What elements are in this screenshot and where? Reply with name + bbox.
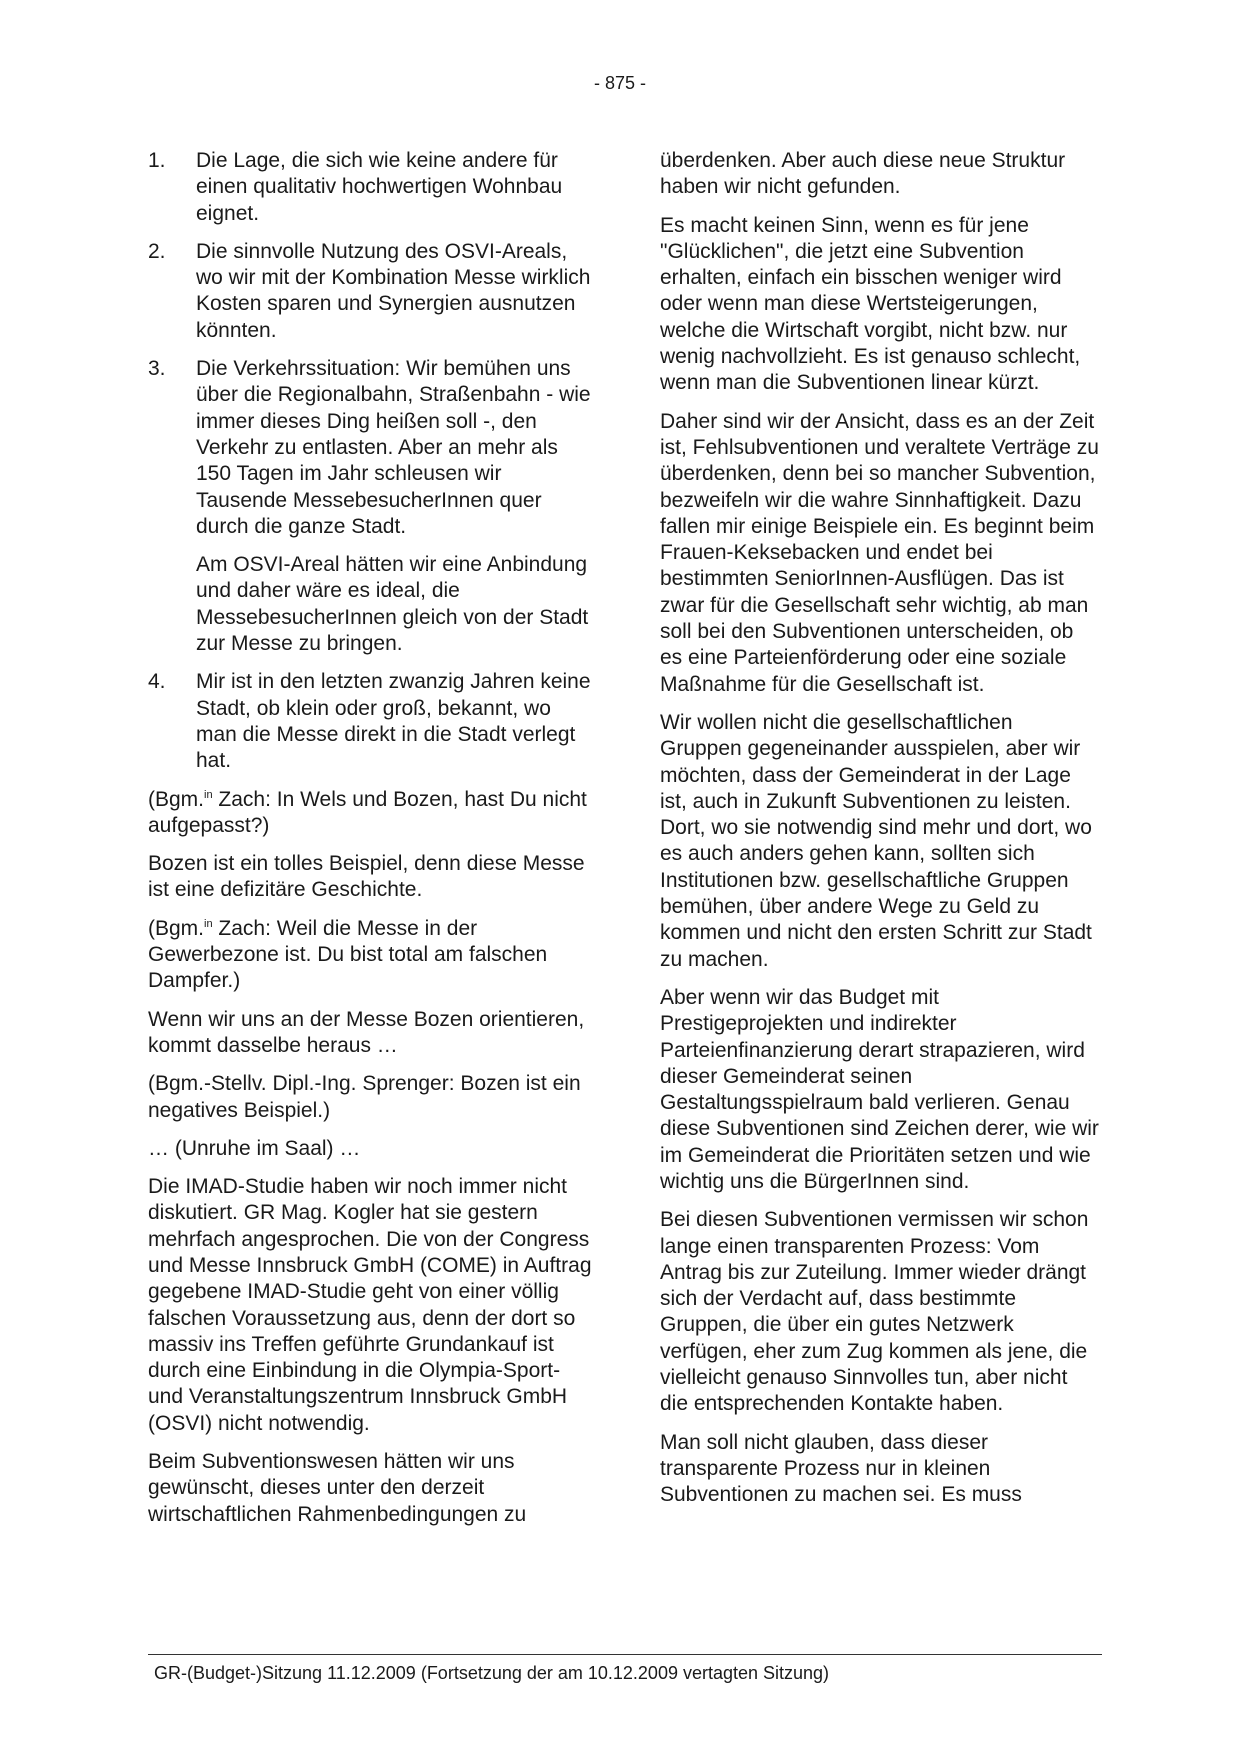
- list-number: 3.: [148, 357, 166, 381]
- list-number: 4.: [148, 670, 166, 694]
- paragraph: Man soll nicht glauben, dass dieser transparente Prozess nur in kleinen Subventionen zu machen sei. Es muss: [660, 1430, 1022, 1507]
- paragraph: Beim Subventionswesen hätten wir uns gewünscht, dieses unter den derzeit wirtschaftlichen Rahmenbedingungen zu: [148, 1450, 527, 1526]
- interjection-prefix: (Bgm.: [148, 916, 205, 940]
- superscript: in: [204, 788, 213, 801]
- list-item-text: Mir ist in den letzten zwanzig Jahren keine Stadt, ob klein oder groß, bekannt, wo man die Messe direkt in die Stadt verlegt hat.: [196, 670, 591, 773]
- paragraph: Daher sind wir der Ansicht, dass es an der Zeit ist, Fehlsubventionen und veraltete Verträge zu überdenken, denn bei so mancher Subvention, bezweifeln wir die wahre Sinnhaftigkeit. Dazu fallen mir einige Beispiele ein. Es beginnt beim Frauen-Keksebacken und endet bei bestimmten SeniorInnen-Ausflügen. Das ist zwar für die Gesellschaft sehr wichtig, ab man soll bei den Subventionen unterscheiden, ob es eine Parteienförderung oder eine soziale Maßnahme für die Gesellschaft ist.: [660, 409, 1099, 696]
- list-item-text: Die Verkehrssituation: Wir bemühen uns über die Regionalbahn, Straßenbahn - wie immer dieses Ding heißen soll -, den Verkehr zu entlasten. Aber an mehr als 150 Tagen im Jahr schleusen wir Tausende MessebesucherInnen quer durch die ganze Stadt.: [196, 357, 591, 538]
- list-item: [148, 356, 595, 540]
- interjection-prefix: (Bgm.: [148, 787, 205, 811]
- footer-rule: [148, 1654, 1102, 1655]
- interjection-text: Zach: In Wels und Bozen, hast Du nicht aufgepasst?): [148, 787, 587, 837]
- paragraph: Aber wenn wir das Budget mit Prestigeprojekten und indirekter Parteienfinanzierung derart strapazieren, wird dieser Gemeinderat seinen Gestaltungsspielraum bald verlieren. Genau diese Subventionen sind Zeichen derer, wie wir im Gemeinderat die Prioritäten setzen und wie wichtig uns die BürgerInnen sind.: [660, 985, 1099, 1193]
- page-number: - 875 -: [593, 73, 647, 93]
- list-item-continuation: Am OSVI-Areal hätten wir eine Anbindung und daher wäre es ideal, die MessebesucherInnen gleich von der Stadt zur Messe zu bringen.: [196, 553, 589, 656]
- paragraph: Wir wollen nicht die gesellschaftlichen Gruppen gegeneinander ausspielen, aber wir möchten, dass der Gemeinderat in der Lage ist, auch in Zukunft Subventionen zu leisten. Dort, wo sie notwendig sind mehr und dort, wo es auch anders gehen kann, sollten sich Institutionen bzw. gesellschaftliche Gruppen bemühen, über andere Wege zu Geld zu kommen und nicht den ersten Schritt zur Stadt zu machen.: [660, 710, 1092, 971]
- list-item-text: Die Lage, die sich wie keine andere für einen qualitativ hochwertigen Wohnbau eignet.: [196, 149, 563, 225]
- list-item: [148, 669, 595, 774]
- list-item: [148, 239, 595, 344]
- paragraph: überdenken. Aber auch diese neue Struktur haben wir nicht gefunden.: [660, 149, 1066, 199]
- list-number: 2.: [148, 239, 166, 263]
- list-number: 1.: [148, 149, 166, 172]
- left-column: [148, 148, 595, 1540]
- paragraph: Wenn wir uns an der Messe Bozen orientieren, kommt dasselbe heraus …: [148, 1007, 585, 1057]
- paragraph: Die IMAD-Studie haben wir noch immer nicht diskutiert. GR Mag. Kogler hat sie gestern mehrfach angesprochen. Die von der Congress und Messe Innsbruck GmbH (COME) in Auftrag gegebene IMAD-Studie geht von einer völlig falschen Voraussetzung aus, denn der dort so massiv ins Treffen geführte Grundankauf ist durch eine Einbindung in die Olympia-Sport- und Veranstaltungszentrum Innsbruck GmbH (OSVI) nicht notwendig.: [148, 1175, 592, 1435]
- interjection-text: Zach: Weil die Messe in der Gewerbezone ist. Du bist total am falschen Dampfer.): [148, 916, 548, 993]
- interjection: (Bgm.-Stellv. Dipl.-Ing. Sprenger: Bozen ist ein negatives Beispiel.): [148, 1072, 581, 1122]
- interjection: [148, 787, 595, 840]
- superscript: in: [204, 917, 213, 930]
- interjection: … (Unruhe im Saal) …: [148, 1136, 361, 1160]
- paragraph: Es macht keinen Sinn, wenn es für jene "Glücklichen", die jetzt eine Subvention erhalten, einfach ein bisschen weniger wird oder wenn man diese Wertsteigerungen, welche die Wirtschaft vorgibt, nicht bzw. nur wenig nachvollzieht. Es ist genauso schlecht, wenn man die Subventionen linear kürzt.: [660, 213, 1081, 395]
- paragraph: Bozen ist ein tolles Beispiel, denn diese Messe ist eine defizitäre Geschichte.: [148, 852, 585, 902]
- interjection: [148, 916, 595, 995]
- right-column: [660, 148, 1100, 1521]
- footer: GR-(Budget-)Sitzung 11.12.2009 (Fortsetzung der am 10.12.2009 vertagten Sitzung): [154, 1663, 830, 1683]
- paragraph: Bei diesen Subventionen vermissen wir schon lange einen transparenten Prozess: Vom Antrag bis zur Zuteilung. Immer wieder drängt sich der Verdacht auf, dass bestimmte Gruppen, die über ein gutes Netzwerk verfügen, eher zum Zug kommen als jene, die vielleicht genauso Sinnvolles tun, aber nicht die entsprechenden Kontakte haben.: [660, 1208, 1089, 1416]
- list-item-text: Die sinnvolle Nutzung des OSVI-Areals, wo wir mit der Kombination Messe wirklich Kosten sparen und Synergien ausnutzen könnten.: [196, 239, 591, 342]
- list-item: [148, 148, 595, 227]
